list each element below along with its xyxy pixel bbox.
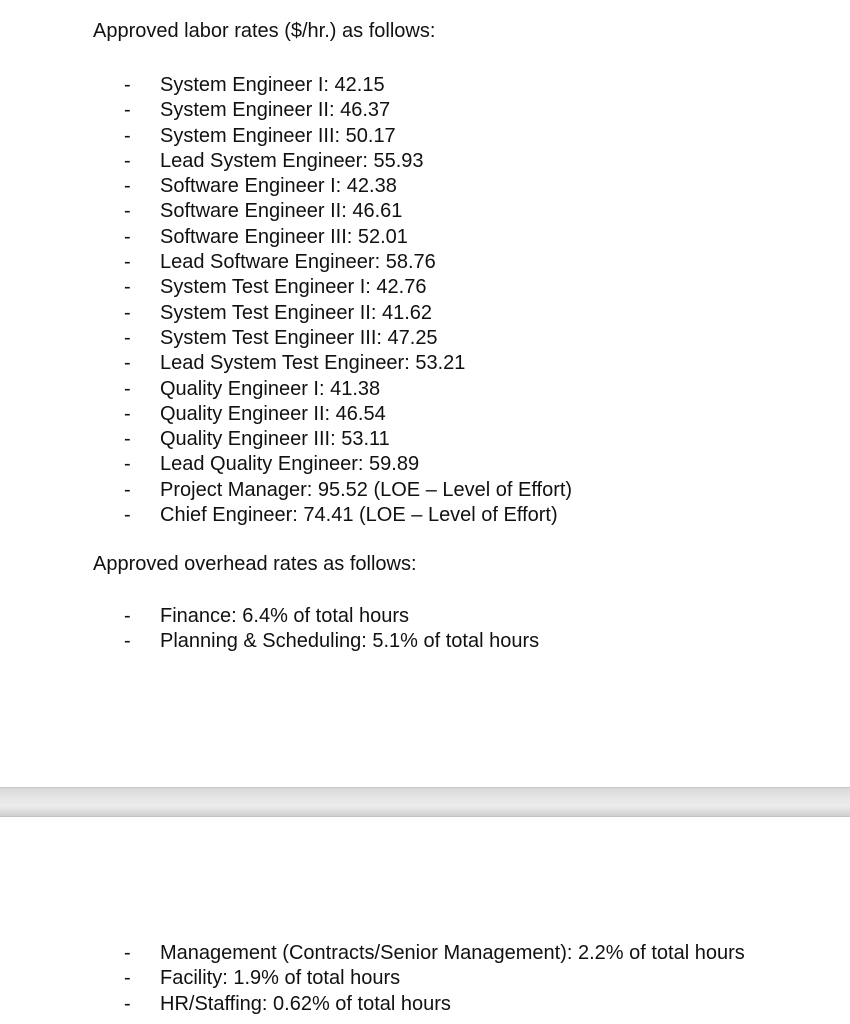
list-item-text: Lead System Test Engineer: 53.21 <box>160 352 466 375</box>
list-item <box>120 941 745 966</box>
list-item-text: HR/Staffing: 0.62% of total hours <box>160 992 451 1015</box>
list-item <box>120 301 572 326</box>
list-item-text: Project Manager: 95.52 (LOE – Level of Effort) <box>160 478 573 501</box>
dash-bullet: - <box>124 453 131 476</box>
dash-bullet: - <box>124 99 131 122</box>
list-item-text: Finance: 6.4% of total hours <box>160 605 410 627</box>
overhead-rates-heading: Approved overhead rates as follows: <box>93 553 417 575</box>
list-item-text: Software Engineer I: 42.38 <box>160 175 397 198</box>
dash-bullet: - <box>124 630 131 653</box>
list-item-text: System Test Engineer I: 42.76 <box>160 276 427 299</box>
dash-bullet: - <box>124 225 131 248</box>
list-item <box>120 452 572 477</box>
dash-bullet: - <box>124 478 131 501</box>
dash-bullet: - <box>124 200 131 223</box>
list-item <box>120 124 572 149</box>
dash-bullet: - <box>124 276 131 299</box>
list-item <box>120 149 572 174</box>
list-item <box>120 992 745 1017</box>
list-item-text: Quality Engineer III: 53.11 <box>160 428 390 451</box>
dash-bullet: - <box>124 428 131 451</box>
dash-bullet: - <box>124 942 131 964</box>
list-item-text: Lead System Engineer: 55.93 <box>160 149 424 172</box>
list-item-text: System Engineer II: 46.37 <box>160 99 391 122</box>
labor-rates-list <box>120 73 572 528</box>
list-item <box>120 73 572 98</box>
list-item <box>120 966 745 991</box>
list-item-text: System Test Engineer II: 41.62 <box>160 301 433 324</box>
document-page-2 <box>0 817 850 1024</box>
list-item <box>120 351 572 376</box>
list-item <box>120 199 572 224</box>
list-item <box>120 275 572 300</box>
dash-bullet: - <box>124 504 131 527</box>
dash-bullet: - <box>124 992 131 1015</box>
list-item <box>120 98 572 123</box>
dash-bullet: - <box>124 149 131 172</box>
list-item <box>120 377 572 402</box>
list-item-text: Planning & Scheduling: 5.1% of total hours <box>160 630 540 653</box>
dash-bullet: - <box>124 124 131 147</box>
list-item-text: Management (Contracts/Senior Management): 2.2% of total hours <box>160 942 745 964</box>
list-item-text: System Engineer I: 42.15 <box>160 74 385 96</box>
list-item <box>120 225 572 250</box>
list-item <box>120 478 572 503</box>
dash-bullet: - <box>124 74 131 96</box>
overhead-rates-list <box>120 604 539 655</box>
list-item-text: Lead Quality Engineer: 59.89 <box>160 453 420 476</box>
dash-bullet: - <box>124 605 131 627</box>
dash-bullet: - <box>124 301 131 324</box>
dash-bullet: - <box>124 352 131 375</box>
overhead-rates-list-continued <box>120 941 745 1017</box>
list-item-text: Software Engineer II: 46.61 <box>160 200 403 223</box>
dash-bullet: - <box>124 251 131 274</box>
list-item-text: Lead Software Engineer: 58.76 <box>160 251 436 274</box>
list-item-text: System Engineer III: 50.17 <box>160 124 396 147</box>
list-item <box>120 427 572 452</box>
list-item <box>120 250 572 275</box>
dash-bullet: - <box>124 326 131 349</box>
dash-bullet: - <box>124 175 131 198</box>
list-item-text: Chief Engineer: 74.41 (LOE – Level of Effort) <box>160 504 558 527</box>
dash-bullet: - <box>124 402 131 425</box>
list-item-text: System Test Engineer III: 47.25 <box>160 326 438 349</box>
list-item-text: Quality Engineer II: 46.54 <box>160 402 386 425</box>
list-item <box>120 174 572 199</box>
list-item <box>120 402 572 427</box>
dash-bullet: - <box>124 967 131 990</box>
list-item <box>120 503 572 528</box>
list-item <box>120 604 539 629</box>
list-item-text: Quality Engineer I: 41.38 <box>160 377 381 400</box>
list-item <box>120 629 539 654</box>
dash-bullet: - <box>124 377 131 400</box>
page-break-separator <box>0 787 850 817</box>
list-item-text: Facility: 1.9% of total hours <box>160 967 401 990</box>
list-item <box>120 326 572 351</box>
labor-rates-heading: Approved labor rates ($/hr.) as follows: <box>93 20 436 42</box>
list-item-text: Software Engineer III: 52.01 <box>160 225 408 248</box>
